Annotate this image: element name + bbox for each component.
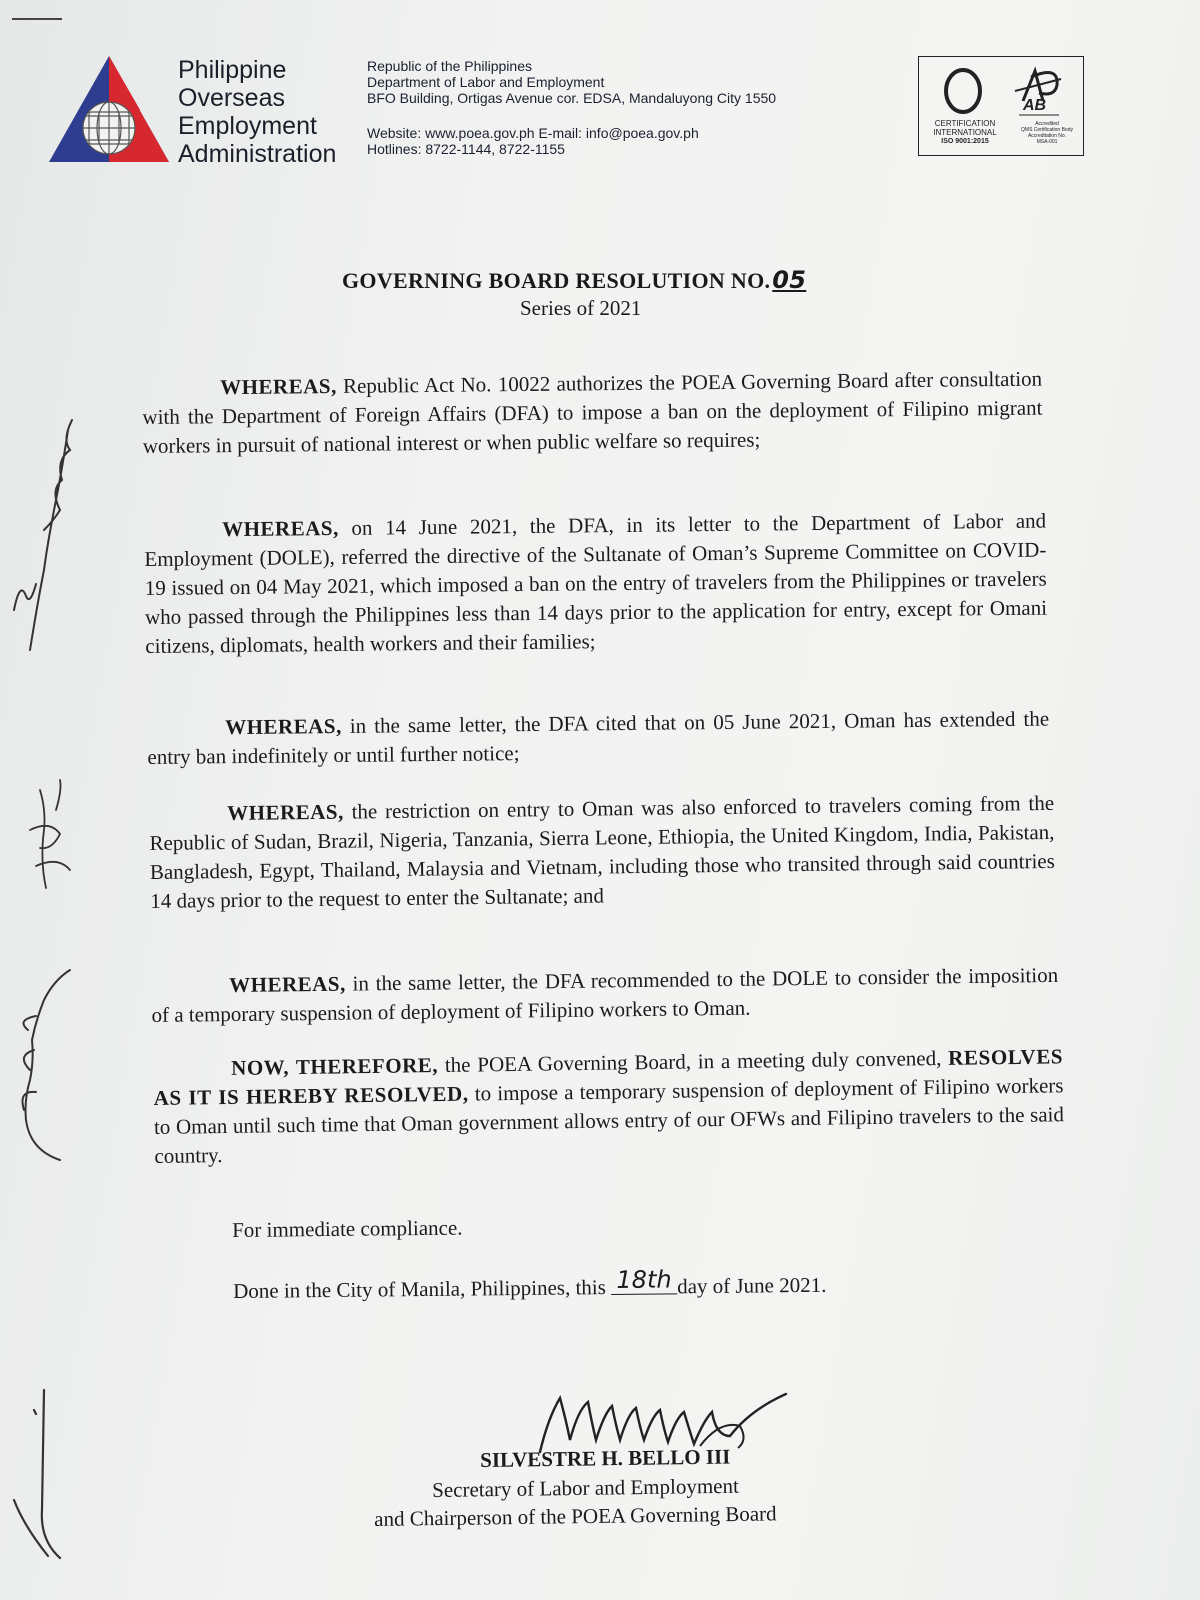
letterhead-contact <box>367 125 699 157</box>
letterhead-address <box>367 58 776 106</box>
agency-name-line: Overseas <box>178 84 285 112</box>
agency-name-line: Administration <box>178 140 337 168</box>
margin-initials-signature <box>0 400 90 660</box>
contact-website-email: Website: www.poea.gov.ph E-mail: info@poea.gov.ph <box>367 125 699 141</box>
agency-name-line: Philippine <box>178 56 287 84</box>
page-edge-mark <box>12 18 62 20</box>
whereas-lead: WHEREAS, <box>227 799 344 826</box>
ab-mark: AB <box>1023 97 1047 114</box>
resolution-series: Series of 2021 <box>520 296 642 320</box>
whereas-text: in the same letter, the DFA recommended to the DOLE to consider the imposition of a temporary suspension of deployment of Filipino workers to Oman. <box>151 962 1059 1027</box>
resolution-text: to impose a temporary suspension of deployment of Filipino workers to Oman until such time that Oman government allows entry of our OFWs and Filipino travelers to the said country. <box>153 1073 1065 1168</box>
done-line <box>233 1265 827 1305</box>
whereas-text: in the same letter, the DFA cited that on 05 June 2021, Oman has extended the entry ban indefinitely or until further notice; <box>147 706 1050 769</box>
accreditation-text <box>1013 121 1081 145</box>
whereas-text: Republic Act No. 10022 authorizes the POEA Governing Board after consultation with the Department of Foreign Affairs (DFA) to impose a ban on the deployment of Filipino migrant workers in pursuit of national interest or when public welfare so requires; <box>142 366 1043 458</box>
address-line: BFO Building, Ortigas Avenue cor. EDSA, Mandaluyong City 1550 <box>367 90 777 106</box>
whereas-text: the restriction on entry to Oman was also enforced to travelers coming from the Republic of Sudan, Brazil, Nigeria, Tanzania, Sierra Leone, Ethiopia, the United Kingdom, India, Pakistan, Bangladesh, Egypt, Thailand, Malaysia and Vietnam, including those who transited through said countries 14 days prior to the request to enter the Sultanate; and <box>149 790 1055 913</box>
certification-text <box>923 119 1007 146</box>
ab-line: MSA-001 <box>1036 139 1058 145</box>
done-text: Done in the City of Manila, Philippines, this <box>233 1275 612 1303</box>
whereas-paragraph <box>147 705 1050 772</box>
resolution-resolves: RESOLVES AS IT IS HEREBY RESOLVED, <box>153 1044 1064 1110</box>
address-line: Department of Labor and Employment <box>367 74 605 90</box>
signatory-title: and Chairperson of the POEA Governing Board <box>374 1501 777 1531</box>
resolution-clause <box>153 1042 1065 1171</box>
whereas-lead: WHEREAS, <box>229 971 346 998</box>
resolution-title-text: GOVERNING BOARD RESOLUTION NO. <box>342 268 771 293</box>
ab-line: Accredited <box>1035 121 1059 127</box>
resolution-number: 05 <box>772 266 807 294</box>
poea-logo-icon <box>45 52 173 168</box>
done-text: day of June 2021. <box>676 1272 827 1299</box>
certification-box <box>918 56 1084 156</box>
whereas-paragraph <box>151 961 1059 1030</box>
margin-initials-signature <box>0 1380 90 1570</box>
agency-name <box>178 56 336 168</box>
ab-line: QMS Certification Body <box>1021 127 1073 133</box>
compliance-line: For immediate compliance. <box>232 1215 463 1242</box>
signatory-name: SILVESTRE H. BELLO III <box>480 1444 731 1472</box>
cert-line: INTERNATIONAL <box>933 128 997 137</box>
whereas-paragraph <box>149 789 1055 916</box>
whereas-lead: WHEREAS, <box>222 515 339 542</box>
contact-hotlines: Hotlines: 8722-1144, 8722-1155 <box>367 141 565 157</box>
whereas-lead: WHEREAS, <box>225 713 342 740</box>
address-line: Republic of the Philippines <box>367 58 532 74</box>
whereas-lead: WHEREAS, <box>220 373 337 400</box>
margin-initials-signature <box>0 960 90 1170</box>
cert-line: CERTIFICATION <box>934 119 996 128</box>
margin-initials-signature <box>0 770 90 910</box>
whereas-text: on 14 June 2021, the DFA, in its letter to the Department of Labor and Employment (DOLE), referred the directive of the Sultanate of Oman’s Supreme Committee on COVID-19 issued on 04 May 2021, which imposed a ban on the entry of travelers from the Philippines or travelers who passed through the Philippines less than 14 days prior to the application for entry, except for Omani citizens, diplomats, health workers and their families; <box>144 508 1048 658</box>
cert-iso: ISO 9001:2015 <box>941 138 989 145</box>
signatory-title: Secretary of Labor and Employment <box>432 1473 740 1502</box>
resolution-text: the POEA Governing Board, in a meeting duly convened, <box>437 1045 949 1078</box>
resolution-lead: NOW, THEREFORE, <box>231 1053 439 1080</box>
handwritten-day: 18th <box>611 1265 677 1295</box>
resolution-title <box>342 266 806 294</box>
whereas-paragraph <box>142 365 1043 461</box>
agency-name-line: Employment <box>178 112 317 140</box>
ab-line: Accreditation No. <box>1027 133 1067 139</box>
whereas-paragraph <box>144 507 1047 661</box>
